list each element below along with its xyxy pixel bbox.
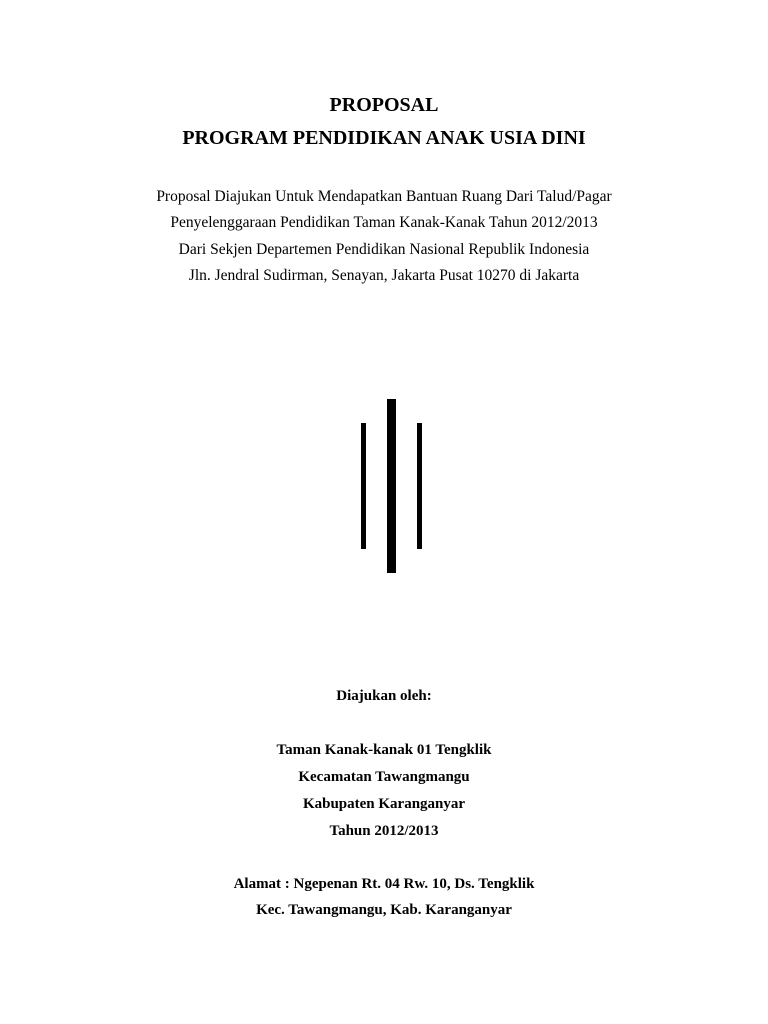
- address-line: Kec. Tawangmangu, Kab. Karanganyar: [256, 902, 512, 918]
- address-line: Alamat : Ngepenan Rt. 04 Rw. 10, Ds. Tengklik: [233, 876, 535, 892]
- document-subtitle: PROGRAM PENDIDIKAN ANAK USIA DINI: [182, 127, 586, 149]
- description-line: Jln. Jendral Sudirman, Senayan, Jakarta Pusat 10270 di Jakarta: [188, 267, 580, 284]
- organization-district: Kecamatan Tawangmangu: [298, 769, 470, 785]
- organization-year: Tahun 2012/2013: [329, 823, 439, 839]
- logo-bar-right: [417, 423, 422, 549]
- description-line: Dari Sekjen Departemen Pendidikan Nasional Republik Indonesia: [178, 241, 590, 258]
- organization-regency: Kabupaten Karanganyar: [302, 796, 466, 812]
- document-title: PROPOSAL: [329, 94, 439, 116]
- organization-name: Taman Kanak-kanak 01 Tengklik: [276, 742, 492, 758]
- submitted-by-label: Diajukan oleh:: [336, 688, 432, 704]
- description-line: Penyelenggaraan Pendidikan Taman Kanak-Kanak Tahun 2012/2013: [170, 214, 598, 231]
- logo-bar-left: [361, 423, 366, 549]
- description-line: Proposal Diajukan Untuk Mendapatkan Bantuan Ruang Dari Talud/Pagar: [156, 188, 612, 205]
- logo-bar-center: [387, 399, 396, 573]
